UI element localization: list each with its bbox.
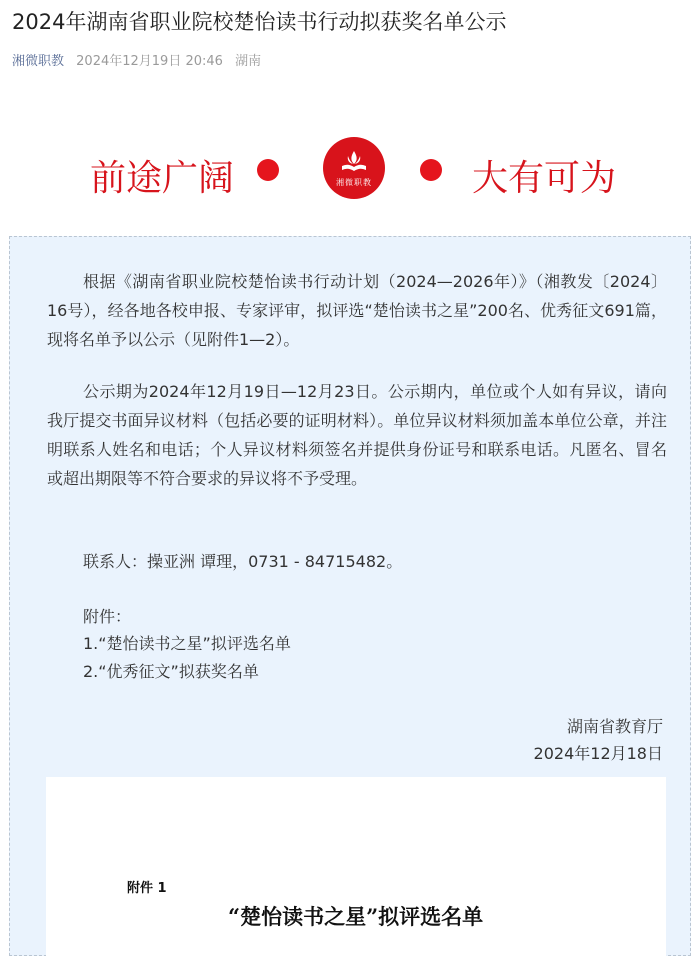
annex-label: 附件 1	[127, 881, 167, 896]
notice-box	[9, 236, 691, 956]
attachment-link-2[interactable]: 2.“优秀征文”拟获奖名单	[83, 662, 259, 681]
article-title: 2024年湖南省职业院校楚怡读书行动拟获奖名单公示	[12, 10, 507, 34]
annex-title: “楚怡读书之星”拟评选名单	[228, 904, 484, 929]
contact-line: 联系人：操亚洲 谭理，0731 - 84715482。	[83, 552, 403, 571]
slogan-dot-right	[420, 159, 442, 181]
notice-paragraph-1: 根据《湖南省职业院校楚怡读书行动计划（2024—2026年）》（湘教发〔2024〕16号），经各地各校申报、专家评审，拟评选“楚怡读书之星”200名、优秀征文691篇，现将名单予以公示（见附件1—2）。	[47, 272, 667, 349]
article-meta	[12, 50, 261, 69]
book-flame-icon	[339, 148, 369, 176]
slogan-dot-left	[257, 159, 279, 181]
attachments-label: 附件：	[83, 607, 132, 626]
issue-date: 2024年12月18日	[533, 744, 663, 763]
slogan-left: 前途广阔	[90, 158, 235, 199]
notice-paragraph-2: 公示期为2024年12月19日—12月23日。公示期内，单位或个人如有异议，请向我厅提交书面异议材料（包括必要的证明材料）。单位异议材料须加盖本单位公章，并注明联系人姓名和电话；个人异议材料须签名并提供身份证号和联系电话。凡匿名、冒名或超出期限等不符合要求的异议将不予受理。	[47, 382, 667, 488]
publish-region: 湖南	[235, 54, 262, 69]
issuer-name: 湖南省教育厅	[566, 717, 663, 736]
attachment-preview-image[interactable]	[46, 777, 666, 957]
attachment-link-1[interactable]: 1.“楚怡读书之星”拟评选名单	[83, 634, 291, 653]
brand-logo	[323, 137, 385, 199]
logo-text: 湘微职教	[336, 178, 372, 187]
slogan-banner	[0, 132, 700, 208]
source-account-link[interactable]: 湘微职教	[12, 54, 65, 69]
slogan-right: 大有可为	[472, 158, 617, 199]
publish-datetime: 2024年12月19日 20:46	[76, 54, 223, 69]
